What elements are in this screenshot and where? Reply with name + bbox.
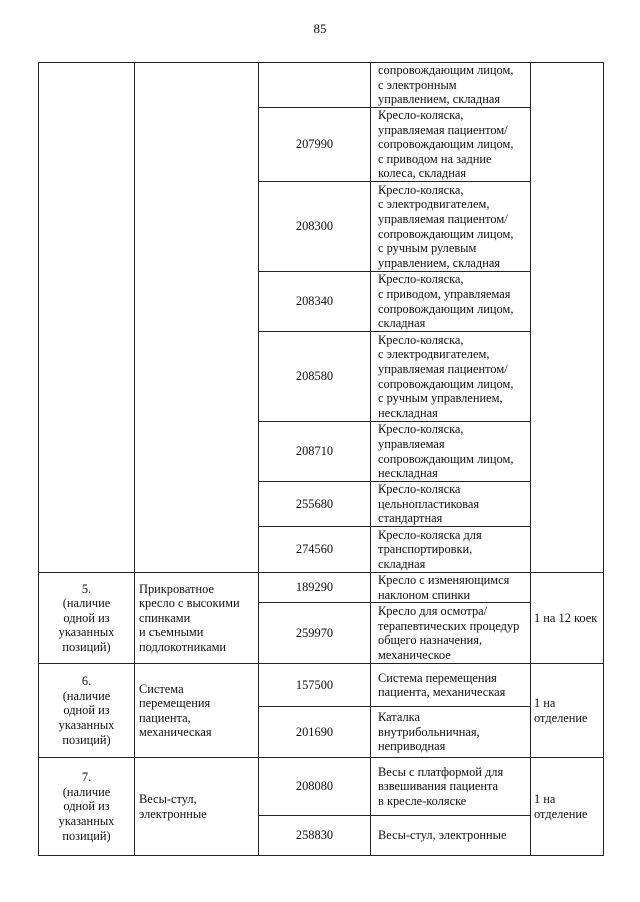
code-cell: 208710 [259,422,371,482]
code-cell: 208340 [259,272,371,332]
code-cell: 255680 [259,482,371,527]
description-cell: Кресло-коляска, с электродвигателем, управляемая пациентом/ сопровождающим лицом, с ручным управлением, нескладная [371,332,531,422]
quantity-cell: 1 на отделение [531,664,604,758]
code-cell: 208580 [259,332,371,422]
quantity-cell [531,63,604,573]
description-cell: Весы-стул, электронные [371,816,531,856]
group-number-cell: 7. (наличие одной из указанных позиций) [39,758,135,856]
group-name-cell: Прикроватное кресло с высокими спинками и съемными подлокотниками [135,573,259,664]
description-cell: Кресло-коляска, с приводом, управляемая сопровождающим лицом, складная [371,272,531,332]
code-cell: 208300 [259,182,371,272]
table-row [39,664,604,707]
code-cell: 258830 [259,816,371,856]
description-cell: сопровождающим лицом, с электронным управлением, складная [371,63,531,108]
code-cell: 274560 [259,527,371,573]
description-cell: Кресло с изменяющимся наклоном спинки [371,573,531,603]
code-cell: 208080 [259,758,371,816]
code-cell: 207990 [259,108,371,182]
description-cell: Кресло-коляска, управляемая сопровождающим лицом, нескладная [371,422,531,482]
group-name-cell: Система перемещения пациента, механическая [135,664,259,758]
group-name-cell [135,63,259,573]
description-cell: Кресло для осмотра/ терапевтических процедур общего назначения, механическое [371,603,531,664]
description-cell: Кресло-коляска цельнопластиковая стандартная [371,482,531,527]
group-number-cell: 6. (наличие одной из указанных позиций) [39,664,135,758]
description-cell: Кресло-коляска, управляемая пациентом/ сопровождающим лицом, с приводом на задние колеса, складная [371,108,531,182]
equipment-table [38,62,604,856]
table-row [39,758,604,816]
code-cell: 157500 [259,664,371,707]
group-name-cell: Весы-стул, электронные [135,758,259,856]
description-cell: Весы с платформой для взвешивания пациента в кресле-коляске [371,758,531,816]
code-cell: 189290 [259,573,371,603]
group-number-cell: 5. (наличие одной из указанных позиций) [39,573,135,664]
table-row [39,63,604,108]
description-cell: Кресло-коляска, с электродвигателем, управляемая пациентом/ сопровождающим лицом, с ручным рулевым управлением, складная [371,182,531,272]
quantity-cell: 1 на 12 коек [531,573,604,664]
description-cell: Каталка внутрибольничная, неприводная [371,707,531,758]
description-cell: Кресло-коляска для транспортировки, складная [371,527,531,573]
code-cell: 259970 [259,603,371,664]
page-number: 85 [313,21,327,36]
group-number-cell [39,63,135,573]
description-cell: Система перемещения пациента, механическая [371,664,531,707]
quantity-cell: 1 на отделение [531,758,604,856]
code-cell: 201690 [259,707,371,758]
code-cell [259,63,371,108]
table-row [39,573,604,603]
